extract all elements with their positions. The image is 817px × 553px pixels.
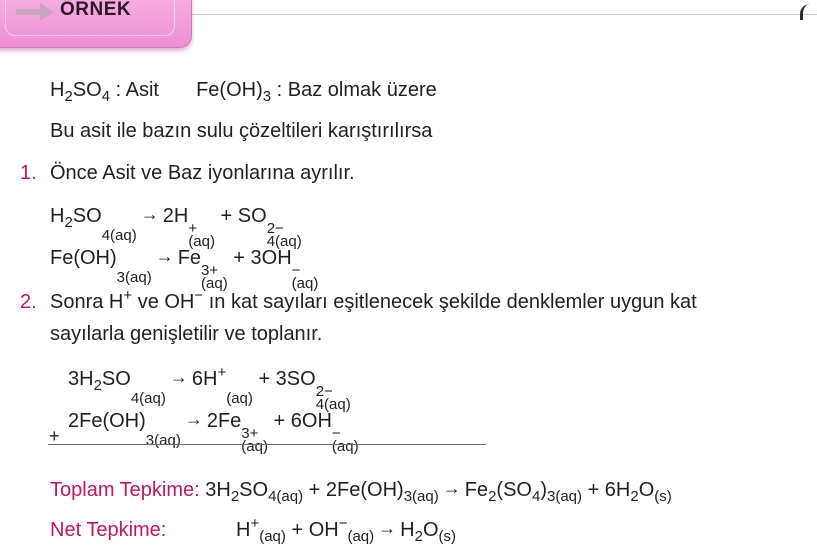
intro-line-2: Bu asit ile bazın sulu çözeltileri karıştırılırsa xyxy=(50,120,433,142)
step-2-text-line-2: sayılarla genişletilir ve toplanır. xyxy=(50,323,323,345)
acid-label: : Asit xyxy=(115,79,159,101)
total-label: Toplam Tepkime: xyxy=(50,479,200,501)
base-formula: $Fe(OH)_3$ xyxy=(196,79,272,105)
step-2-number: 2. xyxy=(20,291,37,313)
example-tab xyxy=(0,0,192,48)
equation-base-scaled: 2Fe(OH) 3(aq) → 2Fe 3+ (aq) + 6OH − (aq) xyxy=(68,409,359,455)
step-2-text: Sonra H+ ve OH− ın kat sayıları eşitlenecek şekilde denklemler uygun kat xyxy=(50,287,697,313)
base-label: : Baz olmak üzere xyxy=(276,79,437,101)
example-title: ÖRNEK xyxy=(60,0,132,20)
plus-sign: + xyxy=(49,426,60,446)
net-label: Net Tepkime: xyxy=(50,519,167,541)
example-tab-inner xyxy=(5,0,175,36)
intro-line-1 xyxy=(50,78,437,105)
equation-base-dissociation: Fe(OH) 3(aq) → Fe 3+ (aq) + 3OH − (aq) xyxy=(50,246,319,292)
header-rule-end xyxy=(800,4,817,20)
step-1-text: Önce Asit ve Baz iyonlarına ayrılır. xyxy=(50,162,355,184)
sum-rule xyxy=(48,444,486,445)
total-reaction: Toplam Tepkime: $3H_2SO_{4(aq)} + 2Fe(OH)_{3(aq)} \to Fe_2(SO_4)_{3(aq)} + 6H_2O_{(s)}$ xyxy=(50,478,672,505)
net-reaction: $H^+_{(aq)} + OH^-_{(aq)} \to H_2O_{(s)}$ xyxy=(236,515,457,545)
equation-acid-dissociation: $H_2SO$ 4(aq) → 2H + (aq) + SO 2− 4(aq) xyxy=(50,204,302,250)
arrow-right-icon xyxy=(16,2,54,22)
step-1-number: 1. xyxy=(20,162,37,184)
equation-acid-scaled: $3H_2SO$ 4(aq) → 6H+ (aq) + 3SO 2− 4(aq) xyxy=(68,364,351,413)
header-rule xyxy=(192,14,817,15)
acid-formula: $H_2SO_4$ xyxy=(50,79,111,105)
